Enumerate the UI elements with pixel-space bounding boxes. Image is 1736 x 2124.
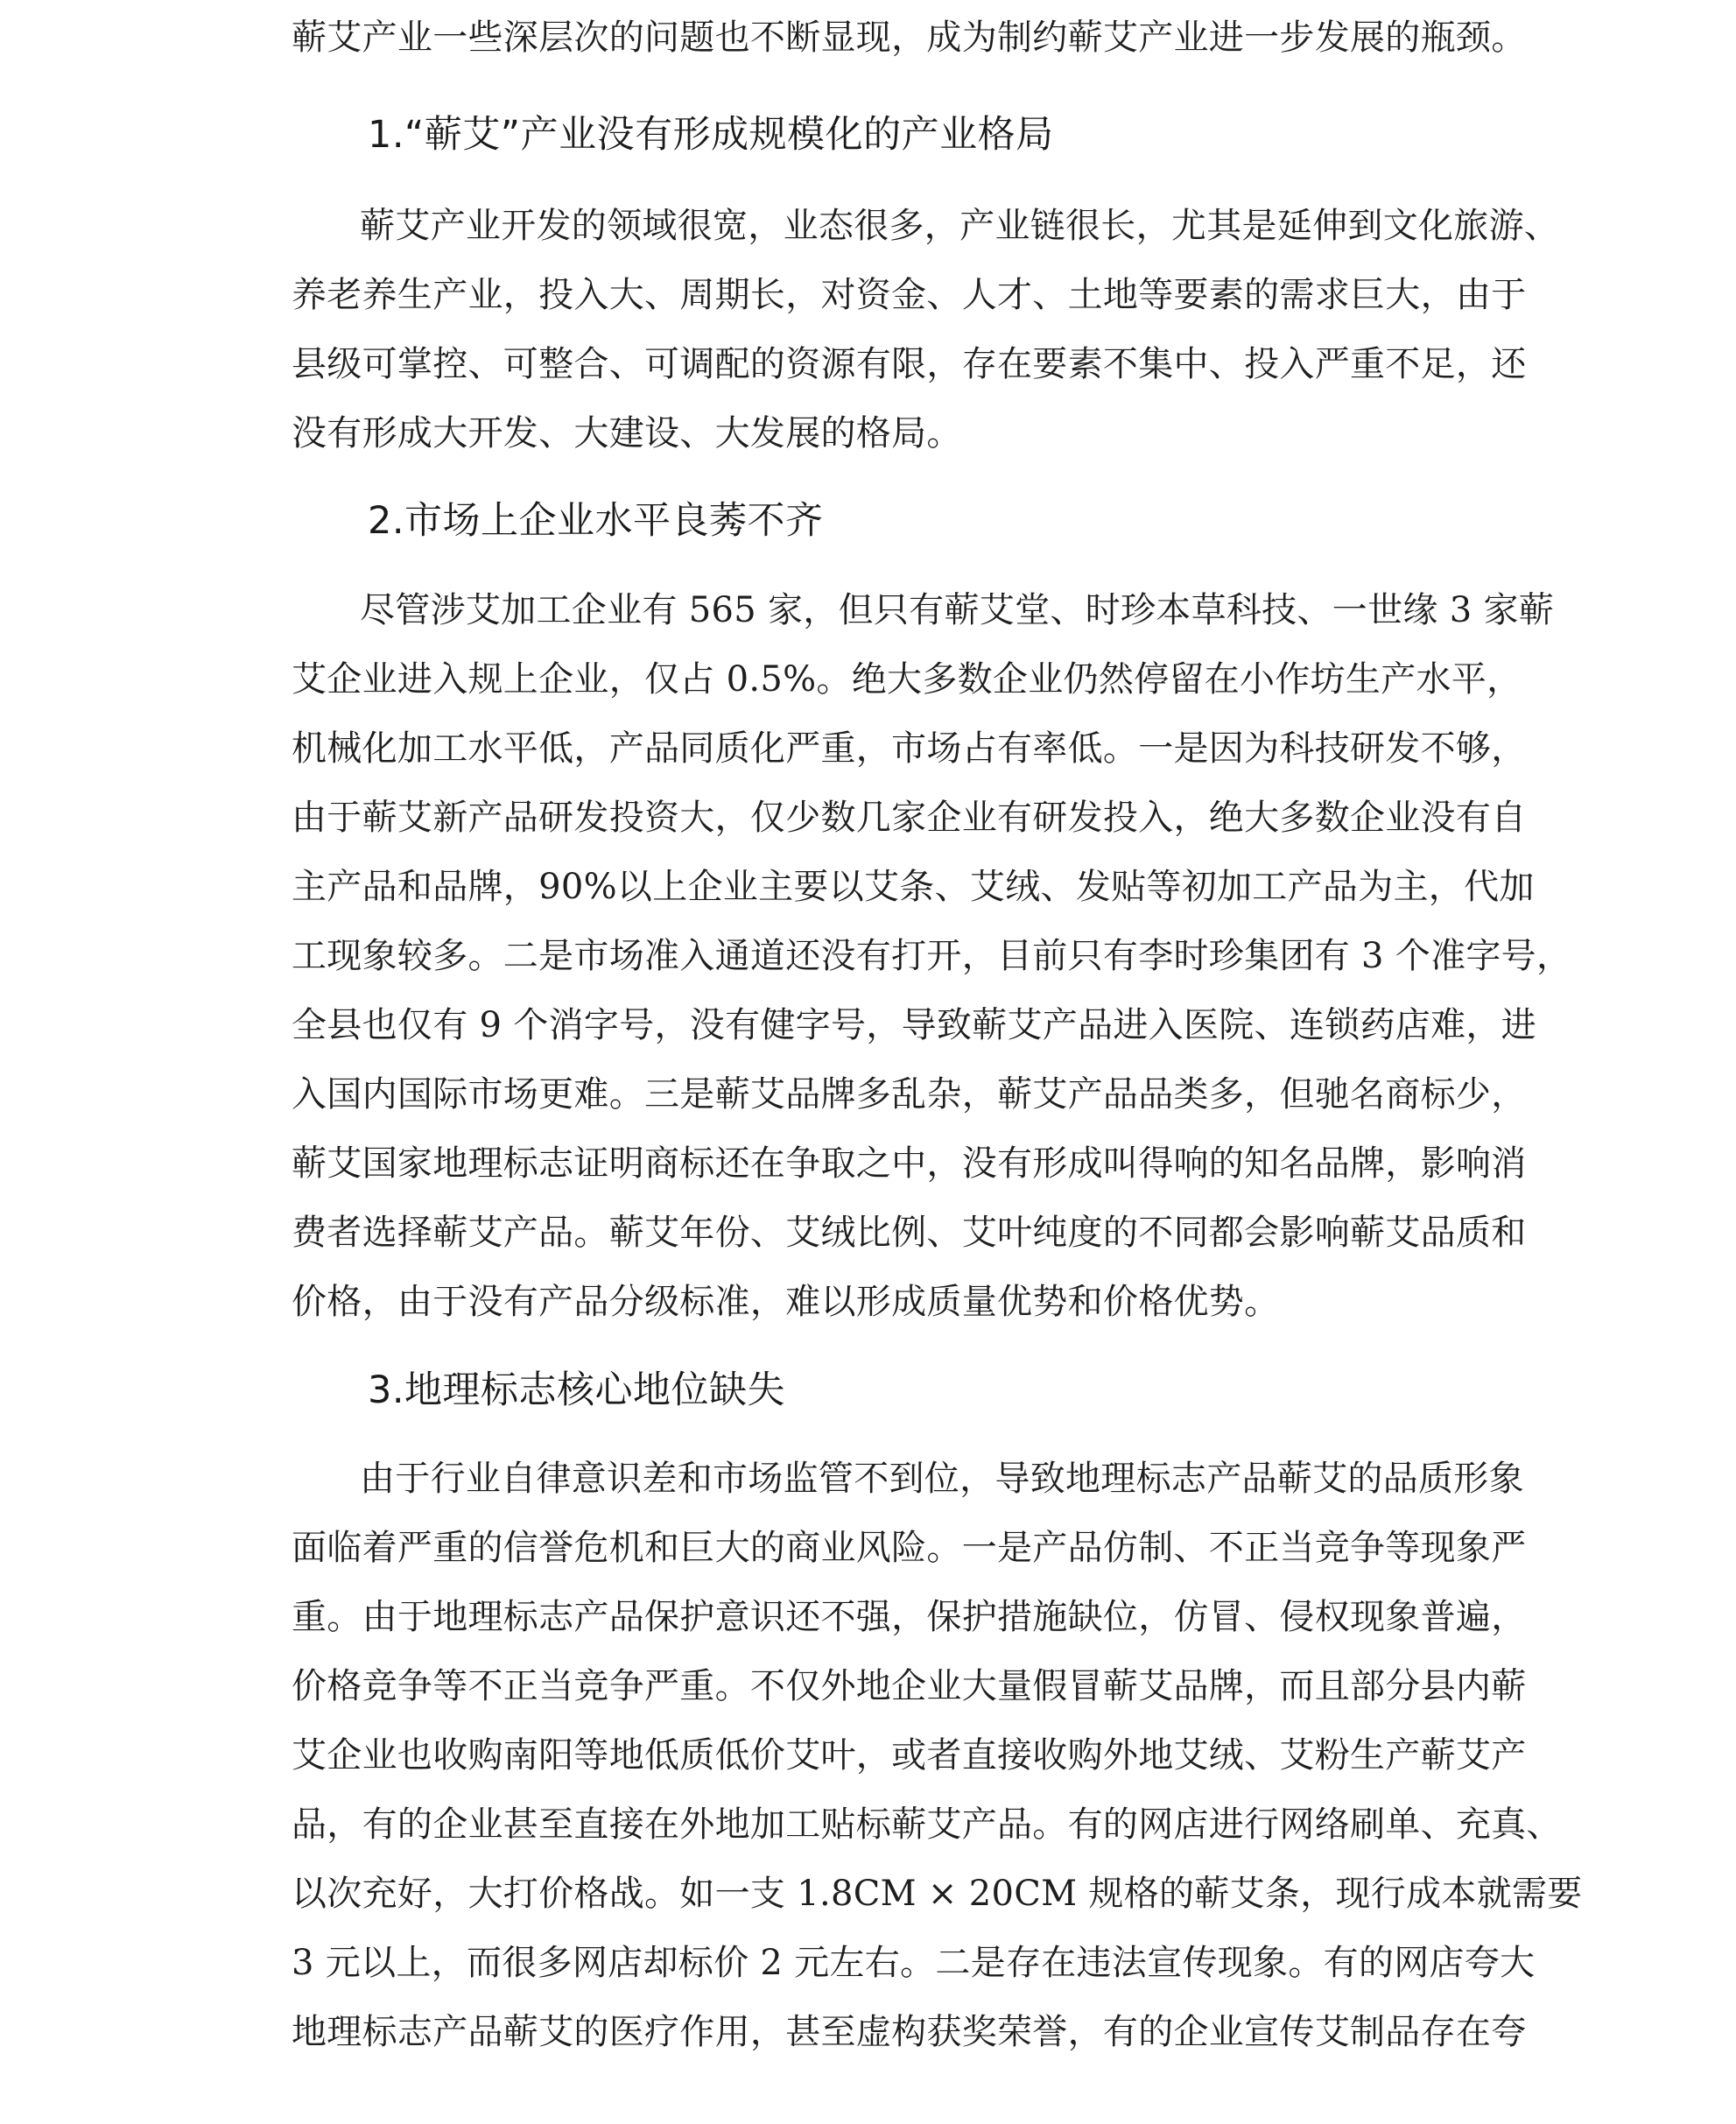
paragraph-line: 县级可掌控、可整合、可调配的资源有限，存在要素不集中、投入严重不足，还 xyxy=(292,344,1527,384)
section-heading-3: 3.地理标志核心地位缺失 xyxy=(368,1368,786,1412)
paragraph-line: 没有形成大开发、大建设、大发展的格局。 xyxy=(292,413,962,454)
paragraph-line: 价格，由于没有产品分级标准，难以形成质量优势和价格优势。 xyxy=(292,1282,1280,1322)
paragraph-line: 品，有的企业甚至直接在外地加工贴标蕲艾产品。有的网店进行网络刷单、充真、 xyxy=(292,1804,1562,1845)
paragraph-line: 面临着严重的信誉危机和巨大的商业风险。一是产品仿制、不正当竞争等现象严 xyxy=(292,1528,1527,1568)
paragraph-line: 重。由于地理标志产品保护意识还不强，保护措施缺位，仿冒、侵权现象普遍， xyxy=(292,1597,1527,1637)
section-heading-2: 2.市场上企业水平良莠不齐 xyxy=(368,499,824,543)
paragraph-line: 机械化加工水平低，产品同质化严重，市场占有率低。一是因为科技研发不够， xyxy=(292,728,1527,769)
paragraph-line: 以次充好，大打价格战。如一支 1.8CM × 20CM 规格的蕲艾条，现行成本就需要 xyxy=(292,1874,1583,1914)
paragraph-line: 主产品和品牌，90%以上企业主要以艾条、艾绒、发贴等初加工产品为主，代加 xyxy=(292,867,1535,907)
paragraph-line: 由于蕲艾新产品研发投资大，仅少数几家企业有研发投入，绝大多数企业没有自 xyxy=(292,798,1527,838)
paragraph-line: 3 元以上，而很多网店却标价 2 元左右。二是存在违法宣传现象。有的网店夸大 xyxy=(292,1943,1536,1983)
paragraph-line: 价格竞争等不正当竞争严重。不仅外地企业大量假冒蕲艾品牌，而且部分县内蕲 xyxy=(292,1666,1527,1706)
paragraph-line: 蕲艾产业一些深层次的问题也不断显现，成为制约蕲艾产业进一步发展的瓶颈。 xyxy=(292,18,1527,58)
paragraph-line: 地理标志产品蕲艾的医疗作用，甚至虚构获奖荣誉，有的企业宣传艾制品存在夸 xyxy=(292,2012,1527,2052)
paragraph-line: 艾企业进入规上企业，仅占 0.5%。绝大多数企业仍然停留在小作坊生产水平， xyxy=(292,659,1522,700)
paragraph-line: 养老养生产业，投入大、周期长，对资金、人才、土地等要素的需求巨大，由于 xyxy=(292,275,1527,315)
paragraph-line: 尽管涉艾加工企业有 565 家，但只有蕲艾堂、时珍本草科技、一世缘 3 家蕲 xyxy=(360,590,1555,630)
paragraph-line: 蕲艾产业开发的领域很宽，业态很多，产业链很长，尤其是延伸到文化旅游、 xyxy=(360,206,1560,246)
paragraph-line: 费者选择蕲艾产品。蕲艾年份、艾绒比例、艾叶纯度的不同都会影响蕲艾品质和 xyxy=(292,1213,1527,1253)
paragraph-line: 入国内国际市场更难。三是蕲艾品牌多乱杂，蕲艾产品品类多，但驰名商标少， xyxy=(292,1074,1527,1115)
section-heading-1: 1.“蕲艾”产业没有形成规模化的产业格局 xyxy=(368,113,1054,157)
paragraph-line: 工现象较多。二是市场准入通道还没有打开，目前只有李时珍集团有 3 个准字号， xyxy=(292,936,1572,976)
paragraph-line: 由于行业自律意识差和市场监管不到位，导致地理标志产品蕲艾的品质形象 xyxy=(360,1459,1524,1499)
paragraph-line: 蕲艾国家地理标志证明商标还在争取之中，没有形成叫得响的知名品牌，影响消 xyxy=(292,1143,1527,1184)
paragraph-line: 全县也仅有 9 个消字号，没有健字号，导致蕲艾产品进入医院、连锁药店难，进 xyxy=(292,1005,1536,1045)
paragraph-line: 艾企业也收购南阳等地低质低价艾叶，或者直接收购外地艾绒、艾粉生产蕲艾产 xyxy=(292,1735,1527,1776)
